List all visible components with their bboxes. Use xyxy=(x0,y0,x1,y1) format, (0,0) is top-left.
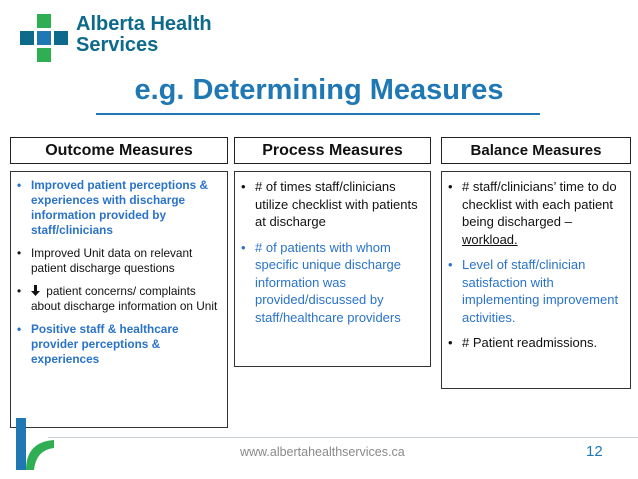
outcome-measures-box xyxy=(10,171,228,428)
list-item: • Improved patient perceptions & experiences with discharge information provided by staff/clinicians xyxy=(17,178,208,237)
footer-url: www.albertahealthservices.ca xyxy=(240,445,405,459)
process-measures-box xyxy=(234,171,431,367)
slide-title: e.g. Determining Measures xyxy=(134,74,504,106)
balance-measures-box xyxy=(441,171,631,389)
down-arrow-icon xyxy=(31,285,40,296)
process-measures-list xyxy=(241,178,425,326)
brand-name xyxy=(76,14,212,56)
list-item: • # Patient readmissions. xyxy=(448,335,598,350)
footer-divider xyxy=(48,437,638,438)
workload-emphasis: workload. xyxy=(462,231,518,247)
title-underline xyxy=(96,113,540,115)
process-measures-header: Process Measures xyxy=(234,137,431,164)
alberta-health-logo-icon xyxy=(20,14,68,62)
list-item: • # staff/clinicians’ time to do checklist with each patient being discharged – workload. xyxy=(448,179,617,247)
list-item: • Improved Unit data on relevant patient discharge questions xyxy=(17,246,193,275)
brand-line-2: Services xyxy=(76,34,159,56)
brand-line-1: Alberta Health xyxy=(76,13,212,35)
list-item: • # of times staff/clinicians utilize checklist with patients at discharge xyxy=(241,179,418,229)
page-number: 12 xyxy=(586,443,603,460)
balance-measures-header: Balance Measures xyxy=(441,137,631,164)
list-item: • patient concerns/ complaints about discharge information on Unit xyxy=(17,284,218,313)
outcome-measures-list xyxy=(17,178,222,367)
footer-brand-mark-icon xyxy=(14,418,54,470)
list-item: • # of patients with whom specific unique discharge information was provided/discussed by staff/healthcare providers xyxy=(241,239,401,325)
outcome-measures-header: Outcome Measures xyxy=(10,137,228,164)
list-item: • Level of staff/clinician satisfaction with implementing improvement activities. xyxy=(448,257,619,325)
list-item: • Positive staff & healthcare provider perceptions & experiences xyxy=(17,322,179,366)
balance-measures-list xyxy=(448,178,625,352)
